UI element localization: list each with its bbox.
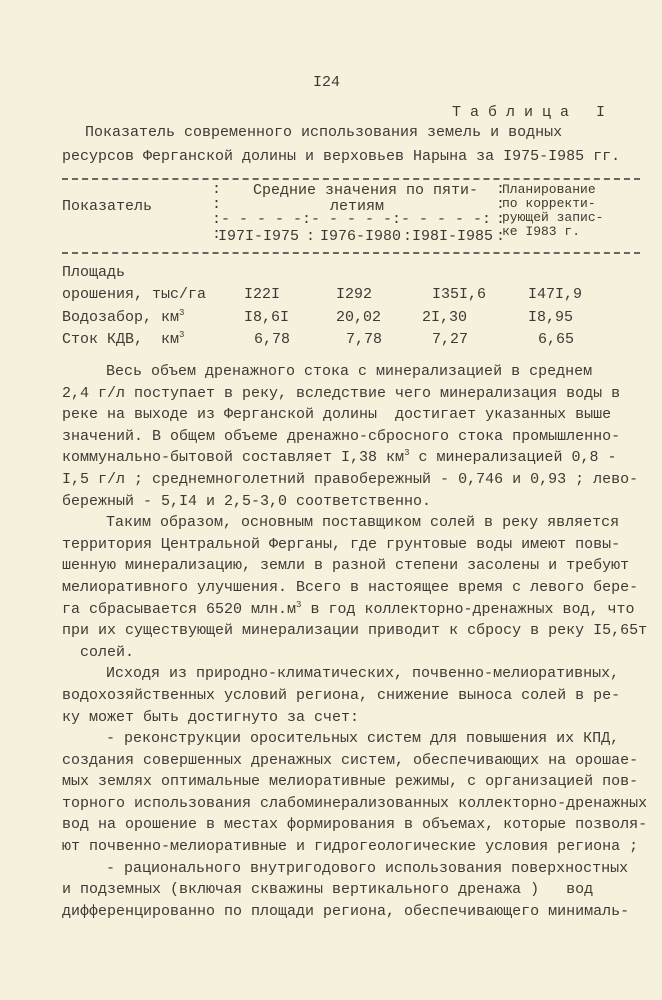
table-cell: I8,95 — [528, 309, 574, 326]
text-line — [62, 663, 652, 685]
text-line — [62, 491, 652, 513]
header-separators: : : :- - - - -:- - - - -:- - - - -: : — [212, 181, 492, 243]
text-segment: вод на орошение в местах формирования в объемах, которые позволя- — [62, 816, 648, 834]
text-segment: с минерализацией 0,8 - — [409, 449, 617, 467]
row-label: Площадь — [62, 264, 126, 281]
text-segment: торного использования слабоминерализованных коллекторно-дренажных — [62, 794, 648, 812]
text-segment: ют почвенно-мелиоративные и гидрогеологические условия региона ; — [62, 838, 639, 856]
text-line — [62, 771, 652, 793]
row-label — [62, 309, 184, 327]
header-period-2: I976-I980 — [320, 228, 402, 245]
text-line — [62, 599, 652, 621]
text-line — [62, 793, 652, 815]
table-cell: I8,6I — [244, 309, 290, 326]
text-line — [62, 361, 652, 383]
text-line — [62, 750, 652, 772]
text-segment: коммунально-бытовой составляет I,38 км — [62, 449, 405, 467]
text-line — [62, 814, 652, 836]
text-line — [62, 707, 652, 729]
text-line — [62, 836, 652, 858]
table-title-line-2: ресурсов Ферганской долины и верховьев Нарына за I975-I985 гг. — [62, 148, 621, 165]
text-segment: значений. В общем объеме дренажно-сбросного стока промышленно- — [62, 427, 621, 445]
table-cell: 20,02 — [336, 309, 382, 326]
text-line — [62, 901, 652, 923]
header-period-3: I98I-I985 — [412, 228, 494, 245]
col-sep: : — [496, 228, 506, 245]
text-line — [62, 620, 652, 642]
text-line — [62, 383, 652, 405]
table-cell: 7,27 — [432, 331, 469, 348]
superscript: 3 — [404, 448, 410, 459]
page-number: I24 — [313, 74, 341, 91]
header-plan-line: рующей запис- — [502, 210, 604, 225]
header-plan-line: по корректи- — [502, 196, 596, 211]
superscript: 3 — [179, 330, 185, 340]
header-plan — [502, 183, 603, 239]
header-group-line-2: летиям — [330, 198, 385, 215]
text-line — [62, 879, 652, 901]
text-segment: мелиоративного улучшения. Всего в настоящее время с левого бере- — [62, 578, 639, 596]
text-segment: - рационального внутригодового использования поверхностных — [106, 859, 629, 877]
header-plan-line: ке I983 г. — [502, 224, 581, 239]
text-line — [62, 447, 652, 469]
table-cell: I22I — [244, 286, 281, 303]
table-cell: I35I,6 — [432, 286, 487, 303]
header-plan-line: Планирование — [502, 182, 596, 197]
header-group-line-1: Средние значения по пяти- — [253, 182, 479, 199]
text-segment: создания совершенных дренажных систем, обеспечивающих на орошае- — [62, 751, 639, 769]
text-line — [62, 555, 652, 577]
header-period-1: I97I-I975 — [218, 228, 300, 245]
text-segment: в год коллекторно-дренажных вод, что — [301, 600, 635, 618]
row-label: орошения, тыс/га — [62, 286, 207, 303]
header-indicator: Показатель — [62, 198, 153, 215]
text-segment: шенную минерализацию, земли в разной степени засолены и требуют — [62, 557, 630, 575]
table-cell: I47I,9 — [528, 286, 583, 303]
text-segment: реке на выходе из Ферганской долины достигает указанных выше — [62, 406, 612, 424]
table-cell: 7,78 — [346, 331, 383, 348]
text-line — [62, 426, 652, 448]
col-sep: : — [306, 228, 316, 245]
text-segment: га сбрасывается 6520 млн.м — [62, 600, 297, 618]
text-line — [62, 512, 652, 534]
text-segment: 2,4 г/л поступает в реку, вследствие чего минерализация воды в — [62, 384, 621, 402]
text-line — [62, 469, 652, 491]
text-segment: территория Центральной Ферганы, где грунтовые воды имеют повы- — [62, 535, 621, 553]
text-segment: Таким образом, основным поставщиком солей в реку является — [106, 514, 620, 532]
text-segment: Весь объем дренажного стока с минерализацией в среднем — [106, 363, 593, 380]
text-line — [62, 858, 652, 880]
text-segment: и подземных (включая скважины вертикального дренажа ) вод — [62, 881, 594, 899]
body-text — [62, 361, 652, 922]
table-title-line-1: Показатель современного использования земель и водных — [85, 124, 563, 141]
col-sep: : : : — [496, 181, 506, 228]
superscript: 3 — [179, 308, 185, 318]
table-cell: 6,78 — [254, 331, 291, 348]
text-segment: дифференцированно по площади региона, обеспечивающего минималь- — [62, 902, 630, 920]
text-segment: водохозяйственных условий региона, снижение выноса солей в ре- — [62, 686, 621, 704]
table-header-rule — [62, 252, 640, 254]
table-label: Т а б л и ц а I — [452, 104, 606, 121]
text-segment: - реконструкции оросительных систем для повышения их КПД, — [106, 730, 620, 748]
text-segment: мых землях оптимальные мелиоративные режимы, с организацией пов- — [62, 773, 639, 791]
col-sep: : — [403, 228, 413, 245]
text-segment: при их существующей минерализации приводит к сбросу в реку I5,65т — [62, 622, 648, 640]
text-segment: бережный - 5,I4 и 2,5-3,0 соответственно. — [62, 492, 432, 510]
table-cell: 2I,30 — [422, 309, 468, 326]
text-line — [62, 685, 652, 707]
row-label-text: Водозабор, км — [62, 309, 180, 326]
text-segment: I,5 г/л ; среднемноголетний правобережный - 0,746 и 0,93 ; лево- — [62, 470, 639, 488]
text-line — [62, 404, 652, 426]
table-top-rule — [62, 178, 640, 180]
row-label-text: Сток КДВ, км — [62, 331, 180, 348]
text-line — [62, 534, 652, 556]
text-line — [62, 642, 652, 664]
superscript: 3 — [296, 599, 302, 610]
row-label — [62, 331, 184, 349]
text-segment: солей. — [62, 643, 135, 661]
text-line — [62, 577, 652, 599]
table-cell: I292 — [336, 286, 373, 303]
text-segment: Исходя из природно-климатических, почвенно-мелиоративных, — [106, 665, 620, 683]
text-line — [62, 728, 652, 750]
text-segment: ку может быть достигнуто за счет: — [62, 708, 360, 726]
table-cell: 6,65 — [538, 331, 575, 348]
